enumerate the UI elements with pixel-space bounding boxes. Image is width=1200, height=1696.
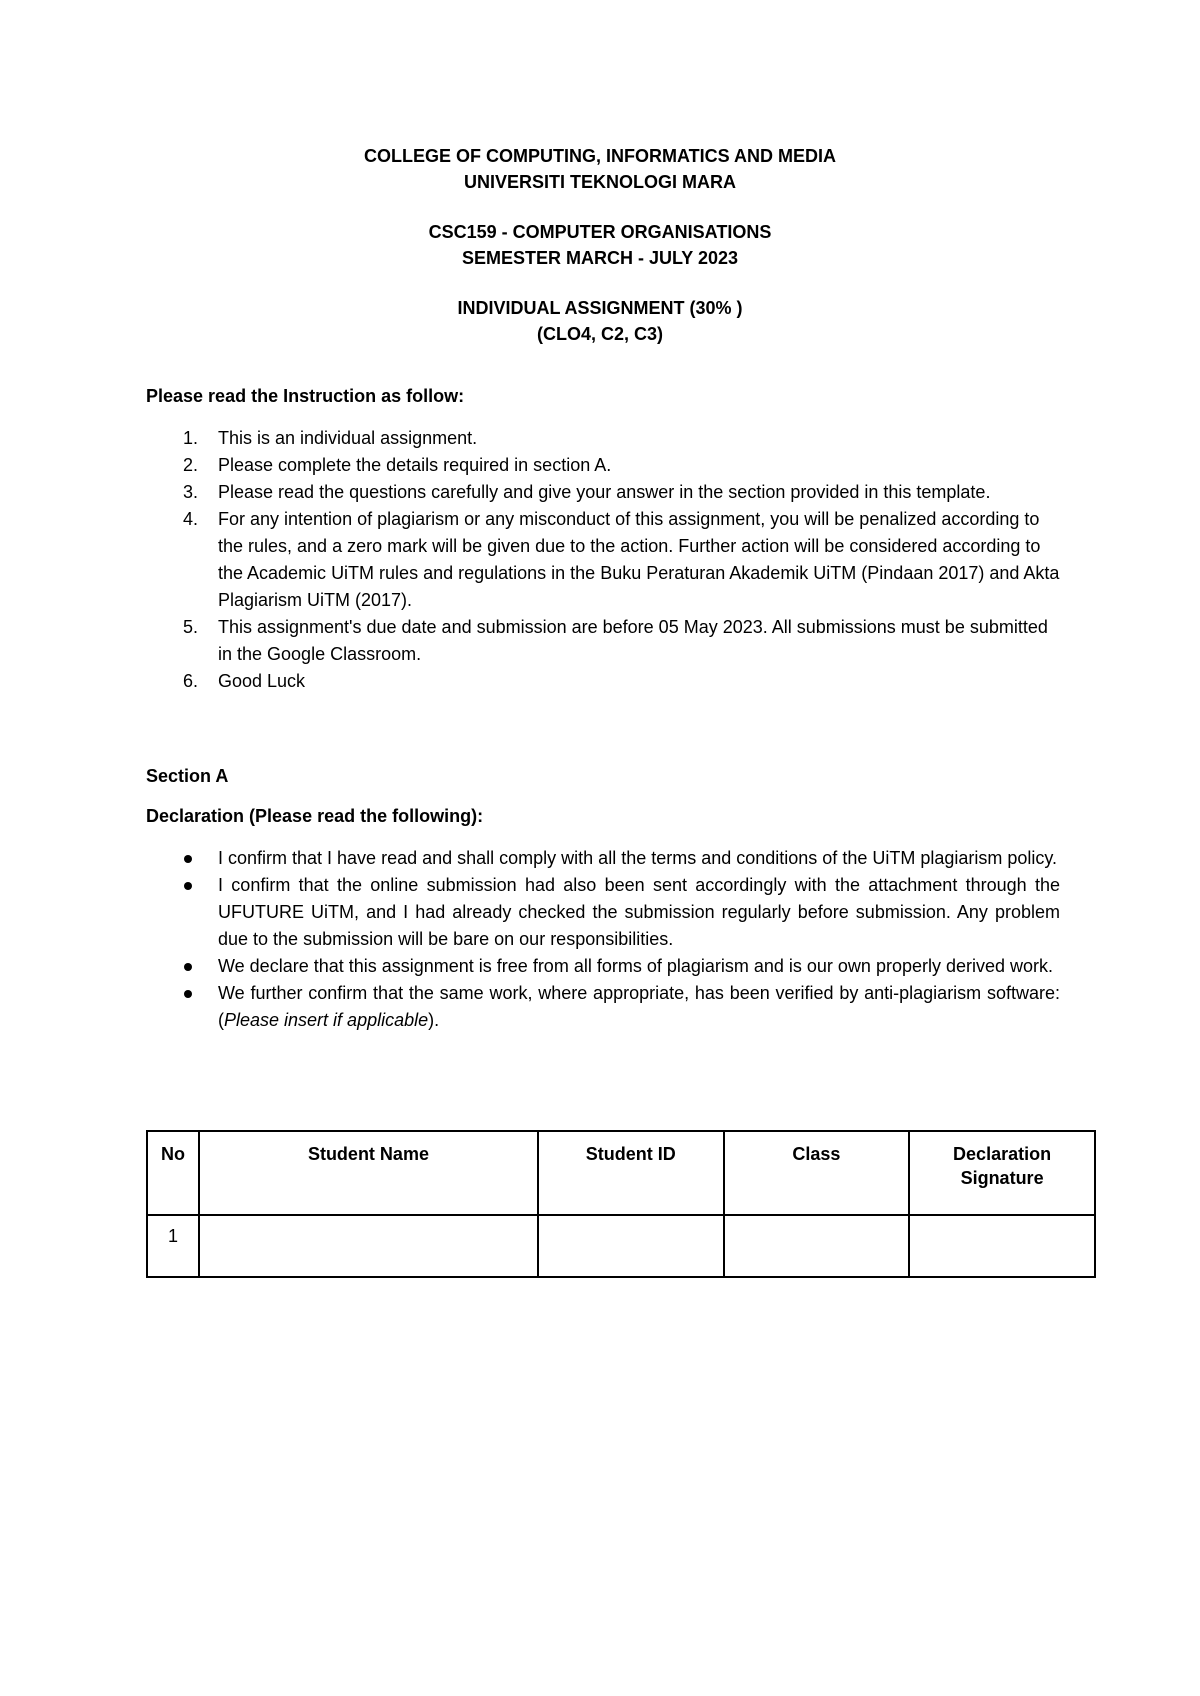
header-student-name: Student Name [199, 1131, 538, 1215]
table-row [147, 1215, 1095, 1277]
course-title: CSC159 - COMPUTER ORGANISATIONS [428, 222, 772, 242]
list-item: I confirm that I have read and shall comply with all the terms and conditions of the UiTM plagiarism policy. [146, 845, 1060, 872]
section-a-title: Section A [146, 766, 229, 786]
list-item: 4. For any intention of plagiarism or any misconduct of this assignment, you will be penalized according to the rules, and a zero mark will be given due to the action. Further action will be considered according to the Academic UiTM rules and regulations in the Buku Peraturan Akademik UiTM (Pindaan 2017) and Akta Plagiarism UiTM (2017). [183, 509, 1060, 610]
list-item: We further confirm that the same work, where appropriate, has been verified by anti-plagiarism software: (Please insert if applicable). [146, 980, 1060, 1034]
list-item: 2. Please complete the details required in section A. [183, 455, 612, 475]
semester-title: SEMESTER MARCH - JULY 2023 [461, 248, 739, 268]
clo-title: (CLO4, C2, C3) [536, 324, 664, 344]
list-item: 3. Please read the questions carefully and give your answer in the section provided in this template. [183, 482, 991, 502]
header-declaration-signature: Declaration Signature [909, 1131, 1095, 1215]
cell-student-name[interactable] [199, 1215, 538, 1277]
header-no: No [147, 1131, 199, 1215]
list-item: We declare that this assignment is free from all forms of plagiarism and is our own properly derived work. [146, 953, 1060, 980]
instructions-list [146, 425, 1066, 695]
instructions-title: Please read the Instruction as follow: [146, 386, 465, 406]
university-name: UNIVERSITI TEKNOLOGI MARA [463, 172, 736, 192]
list-item: 5. This assignment's due date and submission are before 05 May 2023. All submissions must be submitted in the Google Classroom. [183, 617, 1048, 664]
list-item: 6. Good Luck [183, 671, 306, 691]
declaration-title: Declaration (Please read the following): [146, 806, 484, 826]
cell-signature[interactable] [909, 1215, 1095, 1277]
bullet-icon [184, 855, 192, 863]
bullet-icon [184, 882, 192, 890]
college-name: COLLEGE OF COMPUTING, INFORMATICS AND MEDIA [364, 146, 836, 166]
document-header [0, 143, 1200, 347]
declaration-table [146, 1130, 1096, 1278]
table-header-row [147, 1131, 1095, 1215]
bullet-icon [184, 963, 192, 971]
list-item: I confirm that the online submission had also been sent accordingly with the attachment through the UFUTURE UiTM, and I had already checked the submission regularly before submission. Any problem due to the submission will be bare on our responsibilities. [146, 872, 1060, 953]
bullet-icon [184, 990, 192, 998]
declaration-list [146, 845, 1060, 1034]
cell-class[interactable] [724, 1215, 910, 1277]
header-student-id: Student ID [538, 1131, 724, 1215]
cell-student-id[interactable] [538, 1215, 724, 1277]
cell-no: 1 [147, 1215, 199, 1277]
header-class: Class [724, 1131, 910, 1215]
list-item: 1. This is an individual assignment. [183, 428, 478, 448]
assignment-title: INDIVIDUAL ASSIGNMENT (30% ) [457, 298, 743, 318]
